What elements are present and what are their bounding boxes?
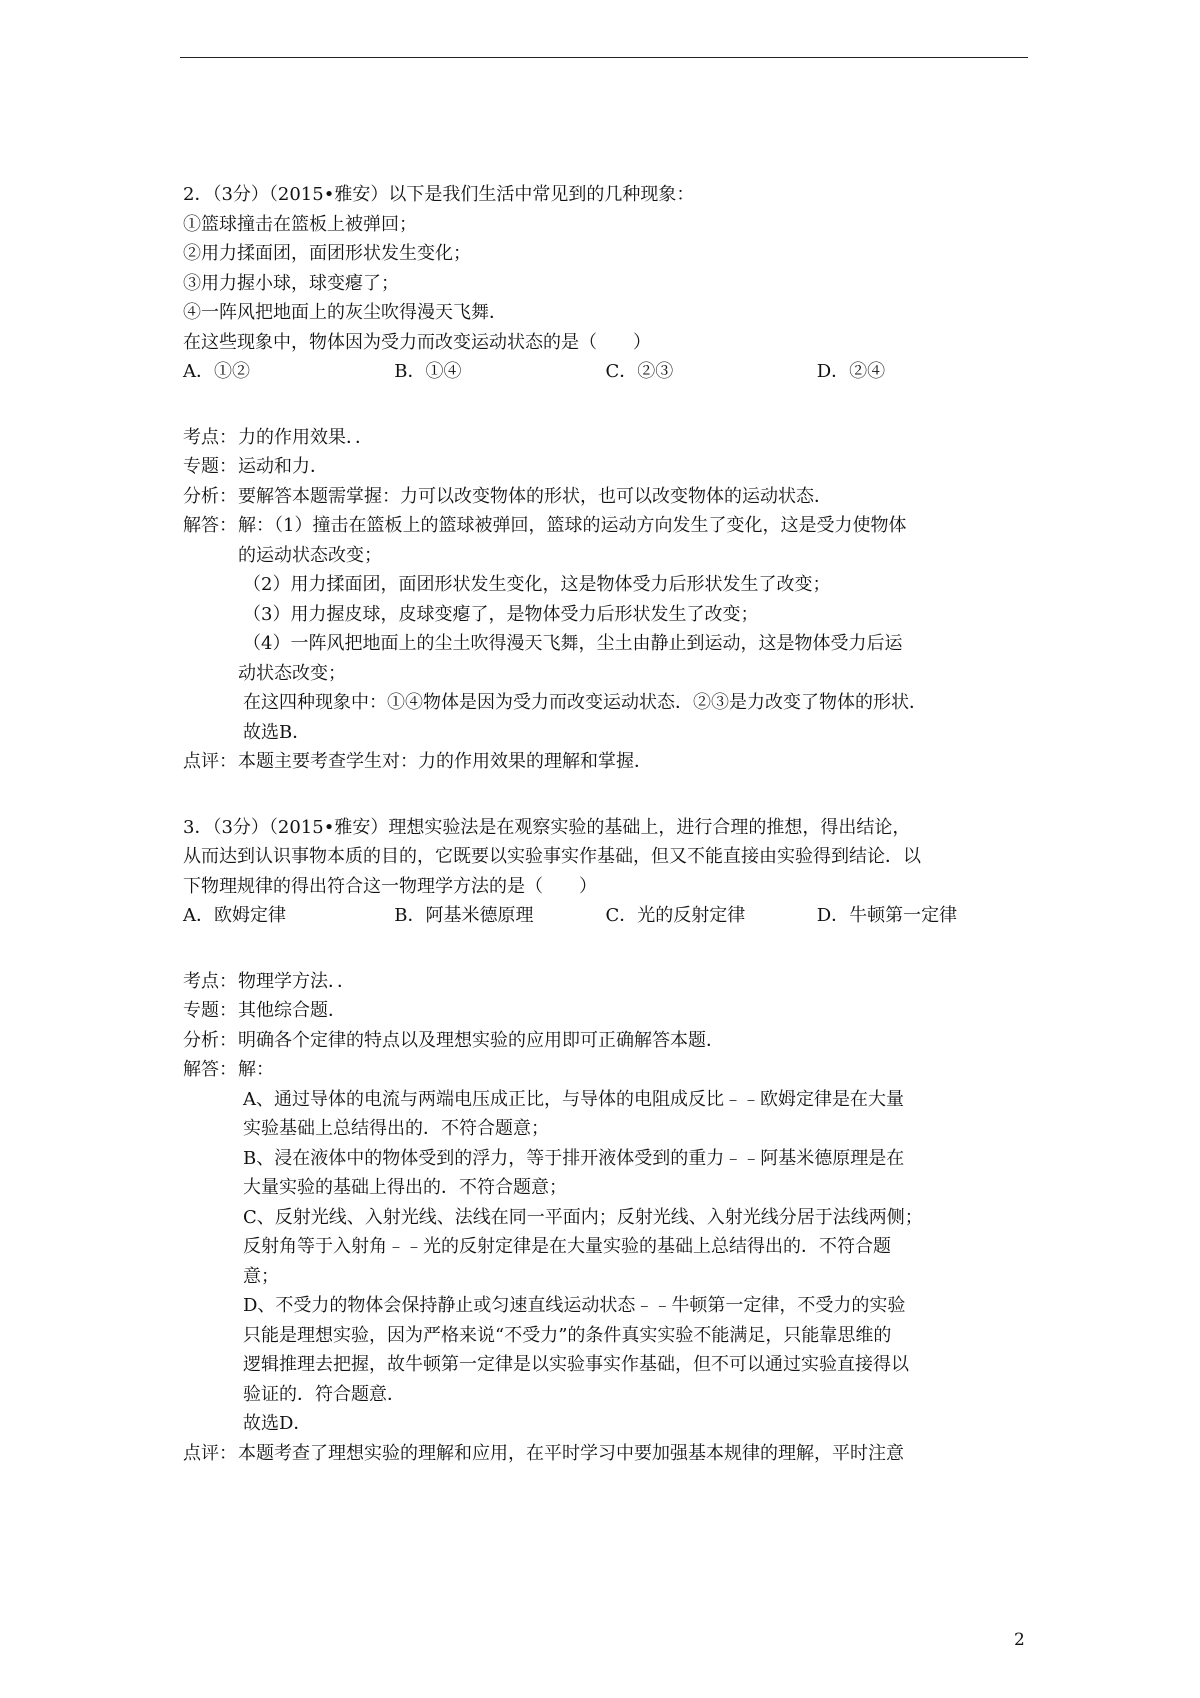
q2-item-3: ③用力握小球，球变瘪了；: [183, 272, 399, 294]
jieda-line: （3）用力握皮球，皮球变瘪了，是物体受力后形状发生了改变；: [243, 603, 759, 625]
q2-fenxi: [183, 482, 1028, 512]
zhuanti-text: 运动和力．: [238, 456, 328, 477]
dianping-label: 点评：: [183, 1442, 237, 1464]
page-number: 2: [1014, 1630, 1025, 1650]
jieda-line: 在这四种现象中：①④物体是因为受力而改变运动状态．②③是力改变了物体的形状．: [243, 692, 927, 713]
header-rule: [180, 57, 1028, 58]
fenxi-text: 明确各个定律的特点以及理想实验的应用即可正确解答本题．: [238, 1029, 724, 1051]
q2-option-a: A．①②: [183, 361, 250, 382]
document-body: [183, 180, 1028, 1468]
dianping-text: 本题考查了理想实验的理解和应用，在平时学习中要加强基本规律的理解，平时注意: [238, 1442, 904, 1464]
jieda-line: 动状态改变；: [238, 662, 346, 684]
q2-options: [183, 357, 1028, 387]
jieda-line: （4）一阵风把地面上的尘土吹得漫天飞舞，尘土由静止到运动，这是物体受力后运: [243, 633, 903, 654]
q3-dianping: [183, 1439, 1028, 1469]
q3-zhuanti: [183, 996, 1028, 1026]
fenxi-label: 分析：: [183, 1029, 237, 1051]
jieda-line: 逻辑推理去把握，故牛顿第一定律是以实验事实作基础，但不可以通过实验直接得以: [243, 1354, 909, 1375]
q3-option-c: C．光的反射定律: [605, 905, 746, 926]
jieda-line: （2）用力揉面团，面团形状发生变化，这是物体受力后形状发生了改变；: [243, 574, 831, 595]
jieda-line: 反射角等于入射角﹣﹣光的反射定律是在大量实验的基础上总结得出的．不符合题: [243, 1236, 891, 1257]
jieda-line: C、反射光线、入射光线、法线在同一平面内；反射光线、入射光线分居于法线两侧；: [243, 1206, 923, 1228]
q2-option-c: C．②③: [605, 361, 674, 382]
q2-zhuanti: [183, 452, 1028, 482]
q3-fenxi: [183, 1026, 1028, 1056]
q2-item-1: ①篮球撞击在篮板上被弹回；: [183, 213, 417, 235]
jieda-line: D、不受力的物体会保持静止或匀速直线运动状态﹣﹣牛顿第一定律，不受力的实验: [243, 1295, 906, 1316]
q3-options: [183, 901, 1028, 931]
jieda-line: 验证的．符合题意．: [243, 1383, 405, 1405]
jieda-line: 故选B．: [243, 721, 311, 743]
jieda-line: 解：（1）撞击在篮板上的篮球被弹回，篮球的运动方向发生了变化，这是受力使物体: [238, 515, 907, 536]
dianping-label: 点评：: [183, 751, 237, 772]
jieda-line: 只能是理想实验，因为严格来说“不受力”的条件真实实验不能满足，只能靠思维的: [243, 1324, 892, 1346]
dianping-text: 本题主要考查学生对：力的作用效果的理解和掌握．: [238, 751, 652, 772]
q3-kaodian: [183, 967, 1028, 997]
q2-question: 在这些现象中，物体因为受力而改变运动状态的是（ ）: [183, 331, 651, 353]
q3-jieda: [183, 1055, 1028, 1085]
q2-option-d: D．②④: [816, 361, 886, 382]
q2-option-b: B．①④: [394, 361, 462, 382]
kaodian-text: 物理学方法．．: [238, 970, 355, 992]
zhuanti-text: 其他综合题．: [238, 1000, 346, 1021]
q2-item-2: ②用力揉面团，面团形状发生变化；: [183, 243, 471, 264]
q2-stem: 2．（3分）（2015•雅安）以下是我们生活中常见到的几种现象：: [183, 184, 695, 205]
q2-jieda: [183, 511, 1028, 541]
q2-dianping: [183, 747, 1028, 777]
jieda-first: 解：: [238, 1059, 274, 1080]
jieda-line: 大量实验的基础上得出的．不符合题意；: [243, 1177, 567, 1198]
jieda-line: 意；: [243, 1265, 279, 1287]
jieda-line: B、浸在液体中的物体受到的浮力，等于排开液体受到的重力﹣﹣阿基米德原理是在: [243, 1147, 905, 1169]
q2-item-4: ④一阵风把地面上的灰尘吹得漫天飞舞．: [183, 302, 507, 323]
fenxi-text: 要解答本题需掌握：力可以改变物体的形状，也可以改变物体的运动状态．: [238, 485, 832, 507]
zhuanti-label: 专题：: [183, 1000, 237, 1021]
jieda-line: 实验基础上总结得出的．不符合题意；: [243, 1118, 549, 1139]
q3-option-d: D．牛顿第一定律: [816, 905, 958, 926]
q3-stem-line: 下物理规律的得出符合这一物理学方法的是（ ）: [183, 875, 597, 897]
kaodian-text: 力的作用效果．．: [238, 426, 373, 448]
q2-kaodian: [183, 423, 1028, 453]
jieda-label: 解答：: [183, 515, 237, 536]
jieda-line: A、通过导体的电流与两端电压成正比，与导体的电阻成反比﹣﹣欧姆定律是在大量: [243, 1088, 904, 1110]
jieda-label: 解答：: [183, 1059, 237, 1080]
q3-option-b: B．阿基米德原理: [394, 905, 534, 926]
fenxi-label: 分析：: [183, 485, 237, 507]
q3-stem-line: 3．（3分）（2015•雅安）理想实验法是在观察实验的基础上，进行合理的推想，得出结论，: [183, 816, 911, 838]
kaodian-label: 考点：: [183, 426, 237, 448]
kaodian-label: 考点：: [183, 970, 237, 992]
q3-option-a: A．欧姆定律: [183, 905, 286, 926]
jieda-line: 故选D．: [243, 1413, 312, 1434]
jieda-line: 的运动状态改变；: [238, 544, 382, 566]
zhuanti-label: 专题：: [183, 456, 237, 477]
q3-stem-line: 从而达到认识事物本质的目的，它既要以实验事实作基础，但又不能直接由实验得到结论．以: [183, 846, 921, 867]
